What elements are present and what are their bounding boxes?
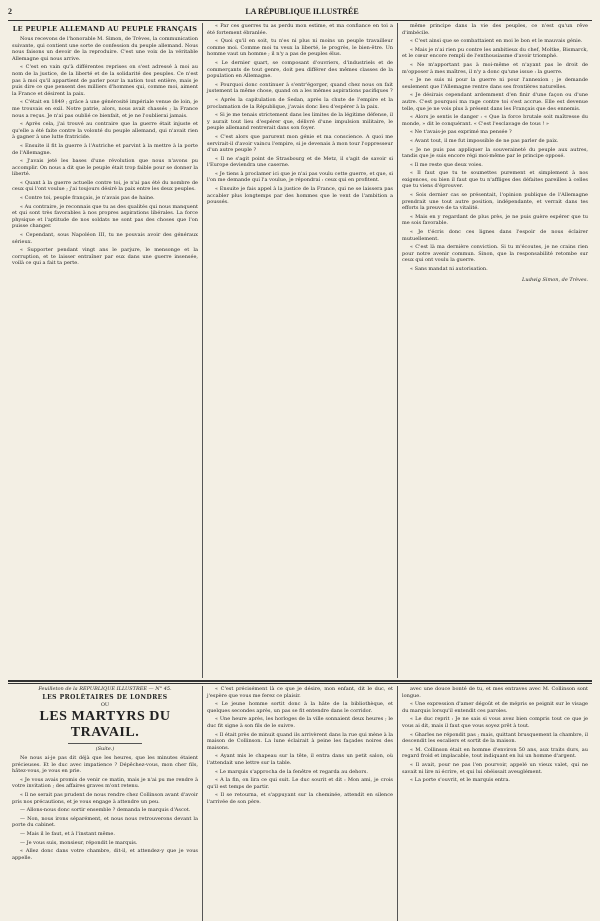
article-paragraph: « Il ne s'agit point de Strasbourg et de Metz, il s'agit de savoir si l'Europe deviendra une caserne. bbox=[207, 155, 393, 169]
feuilleton-column-2 bbox=[202, 686, 397, 921]
novel-paragraph: « Le marquis s'approcha de la fenêtre et regarda au dehors. bbox=[215, 768, 368, 775]
novel-suite: (Suite.) bbox=[95, 746, 115, 752]
article-paragraph: « C'est alors que parurent mon génie et ma conscience. A quoi me servirait-il d'avoir vaincu l'empire, si je devenais à mon tour l'oppresseur d'un autre peuple ? bbox=[207, 133, 393, 154]
article-paragraph: « Il faut que tu te soumettes purement et simplement à nos exigences, ou bien il faut que tu n'affliges des défaites pareilles à celles que tu viens d'éprouver. bbox=[402, 170, 588, 190]
article-paragraph: « C'est en vain qu'à différentes reprises on s'est adressé à moi au nom de la justice, de la liberté et de la solidarité des peuples. Ce n'est pas à moi qu'il appartient de parler pour la nation tout entière, mais je puis dire ce que pensent des milliers d'hommes qui, comme moi, aiment la France et désirent la paix. bbox=[12, 64, 198, 97]
article-paragraph: « Pourquoi donc continuer à s'entr'égorger, quand chez nous on fait justement la même chose, quand on a les mêmes aspirations pacifiques ? bbox=[207, 81, 393, 95]
novel-paragraph: — Mais il le faut, et à l'instant même. bbox=[20, 830, 115, 837]
title-rule bbox=[68, 743, 142, 744]
novel-paragraph: « Ayant mis le chapeau sur la tête, il entra dans un petit salon, où l'attendait une lettre sur la table. bbox=[207, 753, 393, 766]
article-column-1 bbox=[8, 23, 202, 678]
article-column-3 bbox=[397, 23, 592, 678]
novel-paragraph: « Je vous avais promis de venir ce matin, mais je n'ai pu me rendre à votre invitation ; des affaires graves m'ont retenu. bbox=[12, 776, 198, 790]
article-paragraph: même principe dans la vie des peuples, ce n'est qu'un rêve d'imbécile. bbox=[402, 23, 588, 36]
novel-paragraph: — Je vous suis, monsieur, répondit le marquis. bbox=[20, 839, 138, 846]
article-paragraph: « Quoi qu'il en soit, tu n'es ni plus ni moins un peuple travailleur comme moi. Comme moi tu veux la liberté, le progrès, le bien-être. Un homme vaut un homme ; il n'y a pas de peuples élus. bbox=[207, 38, 393, 58]
article-paragraph: « Mais je n'ai rien pu contre les ambitieux du chef, Moltke, Bismarck, et le cœur encore rempli de l'enthousiasme d'avoir triomphé. bbox=[402, 46, 588, 60]
feuilleton-column-1 bbox=[8, 686, 202, 921]
novel-paragraph: « C'est précisément là ce que je désire, mon enfant, dit le duc, et j'espère que vous me ferez ce plaisir. bbox=[207, 686, 393, 699]
article-paragraph: « Par ces guerres tu as perdu mon estime, et ma confiance en toi a été fortement ébranlée. bbox=[207, 23, 393, 36]
article-paragraph: « Mais en y regardant de plus près, je ne puis guère espérer que tu me sois favorable. bbox=[402, 213, 588, 227]
article-column-2 bbox=[202, 23, 397, 678]
novel-paragraph: avec une douce bonté de tu, et mes entraves avec M. Collinson sont longue. bbox=[402, 686, 588, 699]
article-paragraph: Nous recevons de l'honorable M. Simon, de Trèves, la communication suivante, qui contient une sorte de confession du peuple allemand. Nous nous faisons un devoir de la reproduire. C'est une voix de la véritable Allemagne qui nous arrive. bbox=[12, 36, 198, 62]
article-paragraph: « Cependant, sous Napoléon III, tu ne pouvais avoir des généraux sérieux. bbox=[12, 232, 198, 245]
article-signature: Ludwig Simon, de Trèves. bbox=[522, 276, 588, 283]
novel-paragraph: « La porte s'ouvrit, et le marquis entra. bbox=[410, 777, 511, 784]
article-paragraph: « Ne t'avais-je pas exprimé ma pensée ? bbox=[410, 129, 512, 136]
feuilleton-label: Feuilleton de la RÉPUBLIQUE ILLUSTRÉE — N° 45. bbox=[38, 686, 172, 692]
feuilleton-section bbox=[8, 686, 592, 921]
novel-paragraph: « Une heure après, les horloges de la ville sonnaient deux heures ; le duc fit signe à son fils de le suivre. bbox=[207, 716, 393, 729]
page-header bbox=[8, 4, 592, 18]
article-paragraph: « Si je me tenais strictement dans les limites de la légitime défense, il y aurait tout lieu d'espérer que, délivré d'une impulsion militaire, le peuple allemand rentrerait dans son foyer. bbox=[207, 112, 393, 132]
article-paragraph: « Ensuite je fais appel à la justice de la France, qui ne se laissera pas accabler plus longtemps par des hommes que le vent de l'ambition a poussés. bbox=[207, 186, 393, 206]
novel-paragraph: « Il était près de minuit quand ils arrivèrent dans la rue qui mène à la maison de Collinson. La lune éclairait à peine les façades noires des maisons. bbox=[207, 731, 393, 751]
article-paragraph: « Le dernier quart, se composant d'ouvriers, d'industriels et de commerçants de tout genre, doit peu différer des mêmes classes de la population en Allemagne. bbox=[207, 59, 393, 80]
section-divider bbox=[8, 680, 592, 684]
article-paragraph: « Sois dernier cas se présentait, l'opinion publique de l'Allemagne prendrait une tout autre position, indépendante, et verrait dans tes efforts la preuve de ta vitalité. bbox=[402, 192, 588, 212]
novel-connector: OU bbox=[100, 702, 110, 708]
article-paragraph: « Je ne suis ni pour la guerre ni pour l'annexion ; je demande seulement que l'Allemagne rentre dans ses frontières naturelles. bbox=[402, 77, 588, 90]
article-paragraph: « Je tiens à proclamer ici que je n'ai pas voulu cette guerre, et que, si l'on me demande qui l'a voulue, je répondrai : ceux qui en profitent. bbox=[207, 170, 393, 184]
article-paragraph: « Sans mandat ni autorisation. bbox=[410, 266, 488, 272]
article-paragraph: « C'est là ma dernière conviction. Si tu m'écoutes, je ne crains rien pour notre avenir commun. Sinon, que la responsabilité retombe sur ceux qui ont voulu la guerre. bbox=[402, 244, 588, 264]
article-paragraph: « Ensuite il fit la guerre à l'Autriche et parvint à la mettre à la porte de l'Allemagne. bbox=[12, 142, 198, 156]
novel-paragraph: « Une expression d'amer dégoût et de mépris se peignit sur le visage du marquis lorsqu'il entendit ces paroles. bbox=[402, 701, 588, 714]
article-paragraph: « Supporter pendant vingt ans le parjure, le mensonge et la corruption, et te laisser entraîner par eux dans une guerre insensée, voilà ce qui a fait ta perte. bbox=[12, 247, 198, 267]
article-title: LE PEUPLE ALLEMAND AU PEUPLE FRANÇAIS bbox=[12, 25, 198, 33]
header-rule bbox=[8, 20, 592, 21]
novel-paragraph: « Allez donc dans votre chambre, dit-il, et attendez-y que je vous appelle. bbox=[12, 848, 198, 861]
novel-paragraph: « Il se retourna, et s'appuyant sur la cheminée, attendit en silence l'arrivée de son père. bbox=[207, 792, 393, 805]
journal-title: LA RÉPUBLIQUE ILLUSTRÉE bbox=[245, 6, 359, 16]
novel-paragraph: « Le duc reprit : Je ne sais si vous avez bien compris tout ce que je vous ai dit, mais il faut que vous soyez prêt à tout. bbox=[402, 716, 588, 729]
article-paragraph: « C'est ainsi que se combattaient en moi le bon et le mauvais génie. bbox=[410, 38, 583, 45]
article-paragraph: « Je ne puis pas appliquer la souveraineté du peuple aux autres, tandis que je suis encore régi moi-même par le principe opposé. bbox=[402, 146, 588, 160]
page-number: 2 bbox=[8, 6, 12, 16]
article-section bbox=[8, 23, 592, 678]
novel-paragraph: — Allons-nous donc sortir ensemble ? demanda le marquis d'Ascot. bbox=[20, 807, 191, 814]
novel-kicker: LES PROLÉTAIRES DE LONDRES bbox=[42, 694, 168, 701]
article-paragraph: « Au contraire, je reconnais que tu as des qualités qui nous manquent et qui sont très favorables à nos propres aspirations libérales. La force physique et l'aptitude de nos soldats ne sont pas des choses que l'on puisse changer. bbox=[12, 203, 198, 230]
novel-paragraph: « Gharles ne répondit pas ; mais, quittant brusquement la chambre, il descendit les escaliers et sortit de la maison. bbox=[402, 731, 588, 745]
article-paragraph: « J'avais jeté les bases d'une révolution que nous n'avons pu accomplir. On nous a dit que le peuple était trop faible pour se donner la liberté. bbox=[12, 158, 198, 178]
article-paragraph: « Contre toi, peuple français, je n'avais pas de haine. bbox=[20, 195, 155, 202]
article-paragraph: « C'était en 1849 ; grâce à une générosité impériale venue de loin, je me trouvais en exil. Notre patrie, alors, nous avait chassés ; la France nous a reçus. Je n'ai pas oublié ce bienfait, et je ne l'oublierai jamais. bbox=[12, 99, 198, 119]
novel-paragraph: — Non, nous irons séparément, et nous nous retrouverons devant la porte du cabinet. bbox=[12, 815, 198, 829]
novel-paragraph: « Le jeune homme sortit donc à la hâte de la bibliothèque, et quelques secondes après, un pas se fit entendre dans le corridor. bbox=[207, 701, 393, 714]
novel-paragraph: « M. Collinson était en homme d'environ 50 ans, aux traits durs, au regard froid et implacable, tout indiquant en lui un homme d'argent. bbox=[402, 746, 588, 760]
novel-paragraph: Ne nous ai-je pas dit déjà que les heures, que les minutes étaient précieuses. Et le duc avec impatience ? Dépêchez-vous, mon cher fils, hâtez-vous, je vous en prie. bbox=[12, 755, 198, 775]
article-paragraph: « Je désirais cependant ardemment d'en finir d'une façon ou d'une autre. C'est pourquoi ma rage contre toi s'est accrue. Elle est devenue telle, que je ne vois plus à présent dans les Français que des ennemis. bbox=[402, 92, 588, 112]
novel-title: LES MARTYRS DU TRAVAIL. bbox=[39, 709, 171, 740]
article-paragraph: « Il me reste que deux voies. bbox=[410, 161, 483, 168]
novel-paragraph: « A la fin, on lira ce qui suit. Le duc sourit et dit : Mon ami, je crois qu'il est temps de partir. bbox=[207, 777, 393, 790]
article-paragraph: « Après cela, j'ai trouvé au contraire que la guerre était injuste et qu'elle a été faite contre la volonté du peuple allemand, qui n'avait rien à gagner à une lutte fratricide. bbox=[12, 121, 198, 141]
article-paragraph: « Ne m'apportant pas à moi-même et n'ayant pas le droit de m'opposer à mes maîtres, il n'y a donc qu'une issue : la guerre. bbox=[402, 61, 588, 75]
article-paragraph: « Quant à la guerre actuelle contre toi, je n'ai pas été du nombre de ceux qui l'ont voulue ; j'ai toujours désiré la paix entre les deux peuples. bbox=[12, 179, 198, 193]
novel-paragraph: « Il avait, pour ne pas l'en pourvoir, appelé un vieux valet, qui ne savait ni lire ni écrire, et qui lui obéissait aveuglément. bbox=[402, 761, 588, 775]
novel-paragraph: « Il ne serait pas prudent de nous rendre chez Collinson avant d'avoir pris nos précautions, et je vous engage à attendre un peu. bbox=[12, 791, 198, 805]
article-paragraph: « Je t'écris donc ces lignes dans l'espoir de nous éclairer mutuellement. bbox=[402, 229, 588, 242]
feuilleton-column-3 bbox=[397, 686, 592, 921]
article-paragraph: « Avant tout, il me fut impossible de ne pas parler de paix. bbox=[410, 137, 559, 144]
article-paragraph: « Alors je sentis le danger : « Que la force brutale soit maîtresse du monde, » dit le conquérant. « C'est l'esclavage de tous ! » bbox=[402, 114, 588, 127]
article-paragraph: « Après la capitulation de Sedan, après la chute de l'empire et la proclamation de la République, j'avais donc lieu d'espérer à la paix. bbox=[207, 96, 393, 110]
